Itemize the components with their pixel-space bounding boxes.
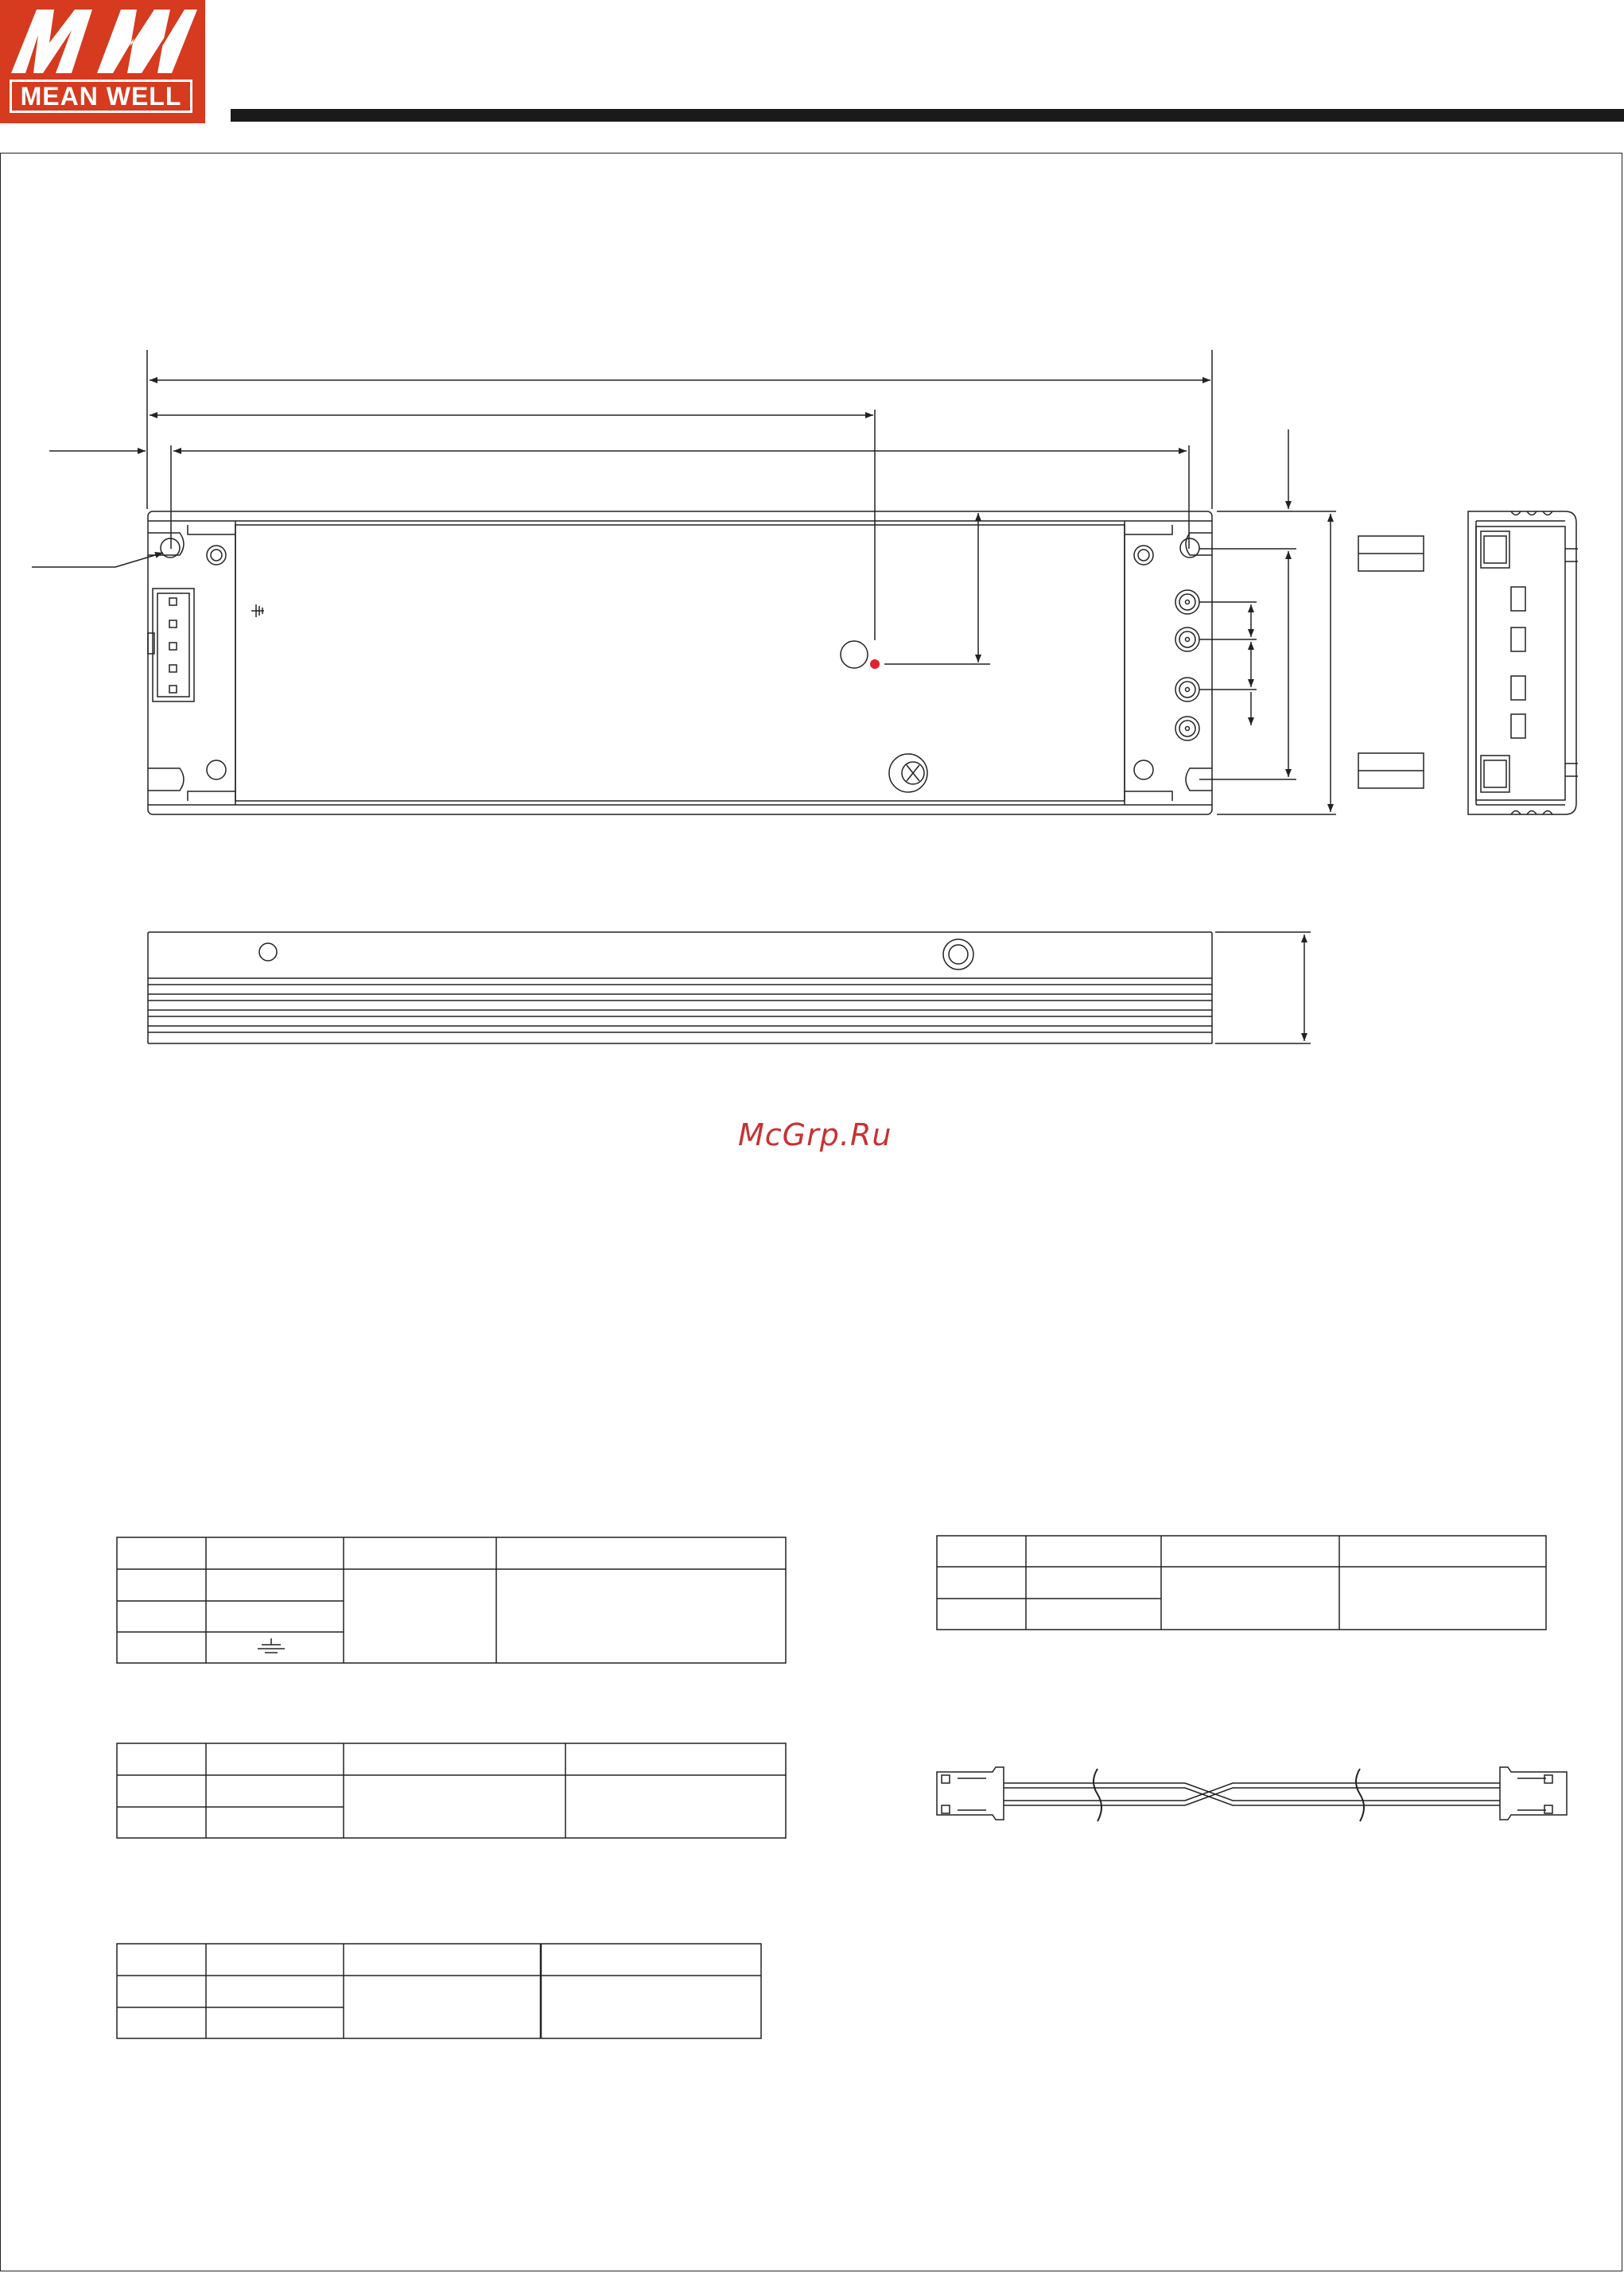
psu-top-view bbox=[148, 511, 1212, 814]
table-2 bbox=[117, 1743, 786, 1838]
dimension-lines-right bbox=[884, 429, 1424, 814]
led-indicator-icon bbox=[870, 659, 880, 669]
psu-front-view bbox=[148, 932, 1311, 1043]
table-4 bbox=[937, 1536, 1546, 1630]
table-1 bbox=[117, 1537, 786, 1663]
watermark-text: McGrp.Ru bbox=[738, 1117, 892, 1152]
cable-assembly bbox=[937, 1767, 1567, 1821]
psu-end-view bbox=[1468, 511, 1578, 814]
table-3 bbox=[117, 1944, 761, 2038]
dimension-lines-top bbox=[32, 350, 1212, 640]
logo-wordmark: MEAN WELL bbox=[10, 80, 192, 113]
